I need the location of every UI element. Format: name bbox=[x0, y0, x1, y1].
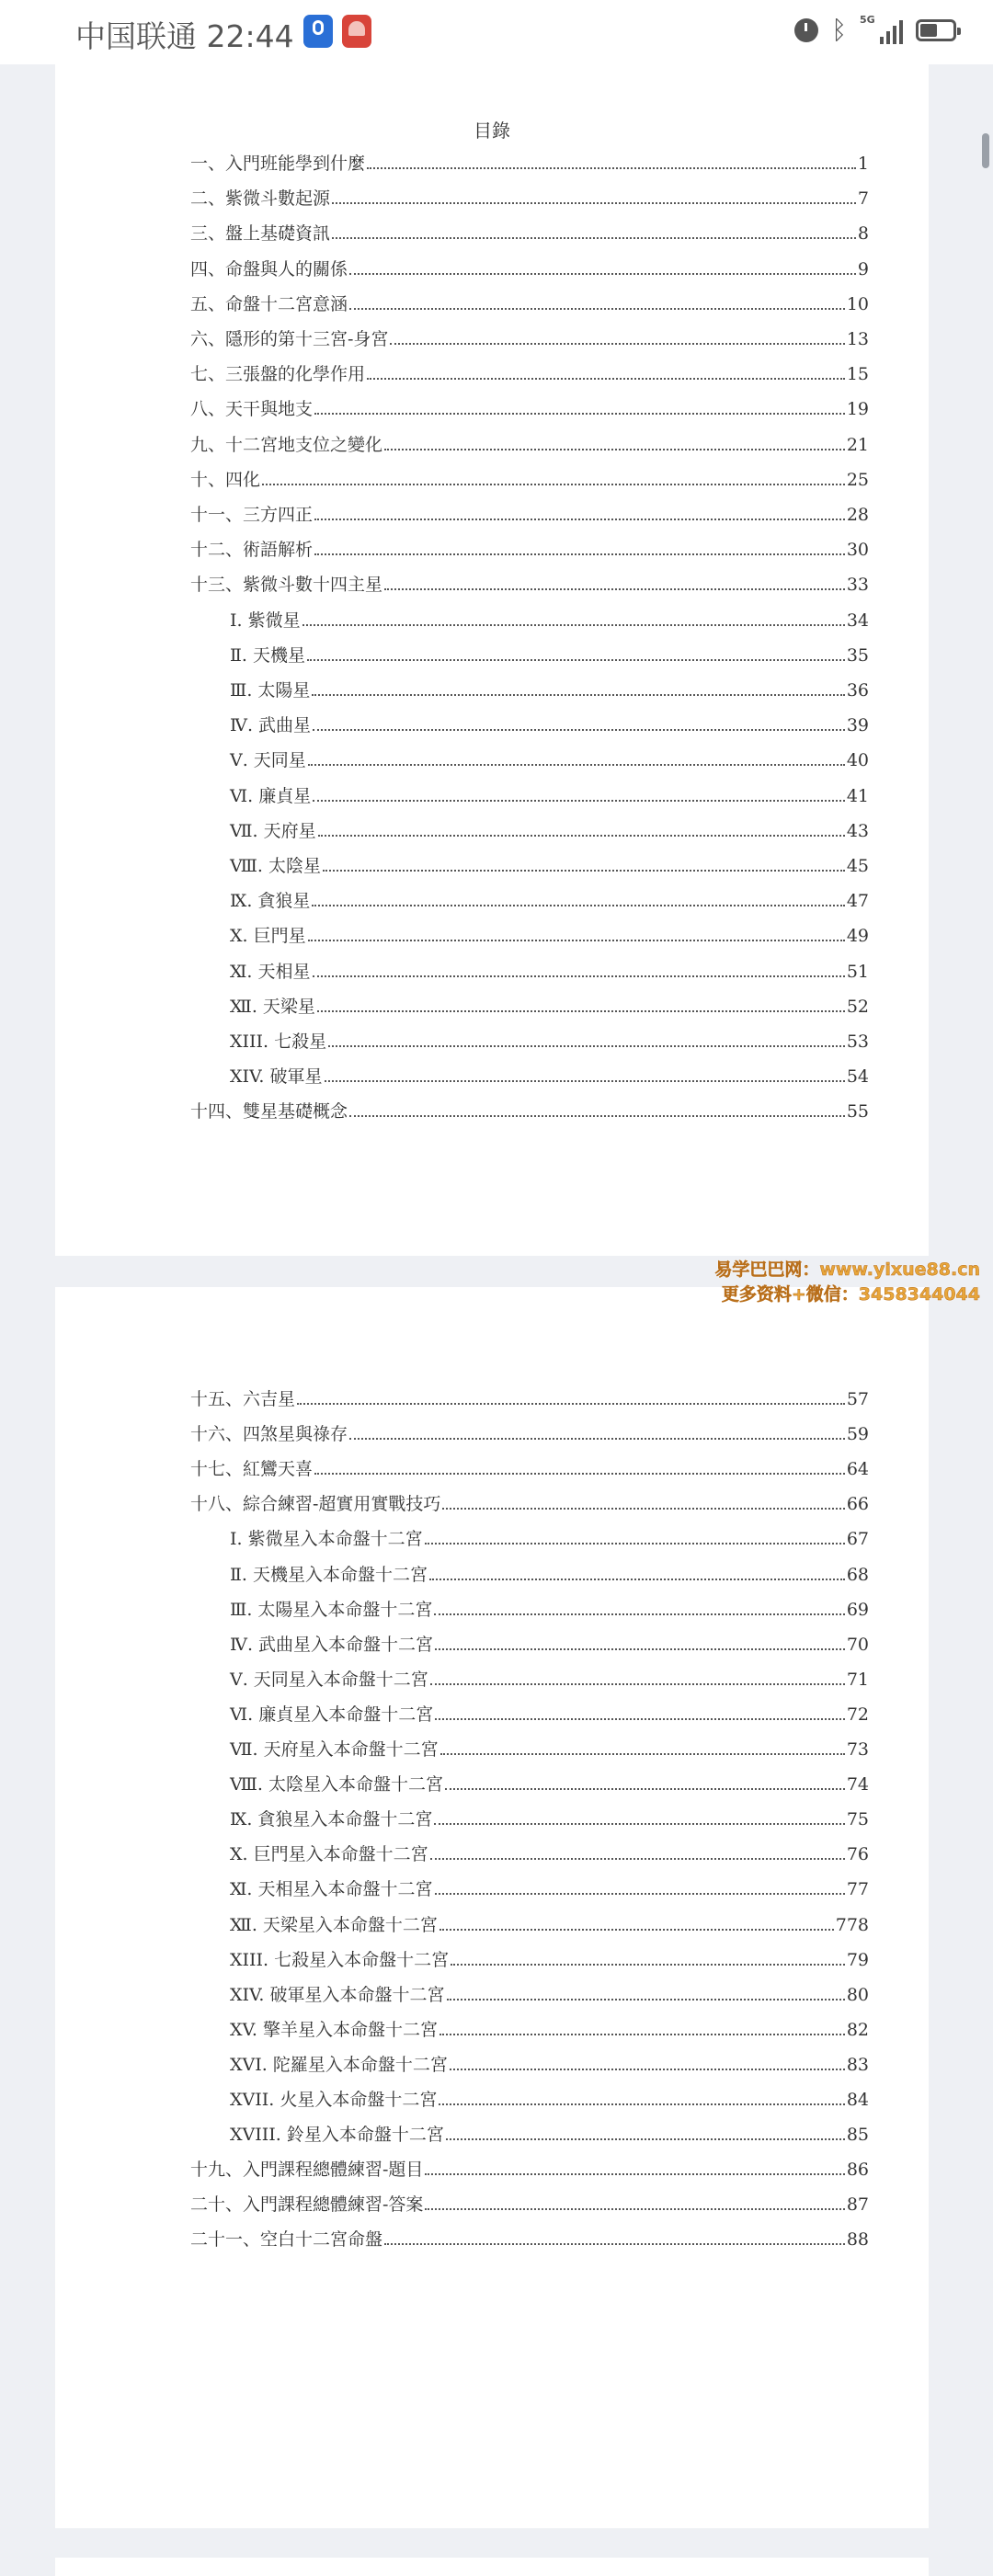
toc-page-number: 69 bbox=[846, 1599, 869, 1620]
toc-page-number: 86 bbox=[846, 2160, 869, 2181]
toc-page-number: 36 bbox=[846, 680, 869, 701]
toc-entry-label: 一、入門班能學到什麼 bbox=[190, 154, 366, 174]
dot-leader bbox=[439, 1929, 834, 1931]
toc-entry[interactable] bbox=[190, 1095, 869, 1123]
toc-page-number: 87 bbox=[846, 2194, 869, 2216]
toc-entry[interactable] bbox=[190, 2188, 869, 2216]
toc-page-number: 75 bbox=[846, 1809, 869, 1830]
toc-page-number: 80 bbox=[846, 1984, 869, 2005]
toc-entry[interactable] bbox=[230, 674, 869, 701]
toc-entry[interactable] bbox=[230, 2013, 869, 2041]
dot-leader bbox=[325, 1080, 845, 1082]
toc-entry[interactable] bbox=[230, 1558, 869, 1586]
dot-leader bbox=[314, 413, 845, 415]
toc-page-number: 84 bbox=[846, 2090, 869, 2110]
dot-leader bbox=[435, 1718, 845, 1720]
toc-entry-label: 四、命盤與人的關係 bbox=[190, 258, 348, 279]
toc-entry[interactable] bbox=[190, 498, 869, 526]
toc-page-number: 51 bbox=[846, 961, 869, 982]
toc-entry-label: XV. 擎羊星入本命盤十二宮 bbox=[230, 2019, 439, 2040]
toc-entry[interactable] bbox=[230, 1803, 869, 1830]
toc-title: 目錄 bbox=[474, 120, 510, 142]
toc-page-number: 47 bbox=[846, 891, 869, 912]
dot-leader bbox=[384, 449, 845, 450]
dot-leader bbox=[430, 1683, 845, 1685]
toc-entry-label: 二、紫微斗數起源 bbox=[190, 188, 331, 210]
toc-page-number: 25 bbox=[846, 469, 869, 490]
bluetooth-icon: ᛒ bbox=[831, 15, 847, 45]
toc-entry-label: Ⅳ. 武曲星入本命盤十二宮 bbox=[230, 1634, 434, 1655]
toc-entry[interactable] bbox=[190, 463, 869, 491]
dot-leader bbox=[349, 1115, 845, 1117]
toc-entry-label: 十七、紅鸞天喜 bbox=[190, 1459, 314, 1480]
dot-leader bbox=[434, 1823, 844, 1825]
toc-entry[interactable] bbox=[190, 1383, 869, 1410]
battery-icon bbox=[916, 19, 956, 41]
dot-leader bbox=[442, 1508, 844, 1510]
toc-page-number: 39 bbox=[846, 715, 869, 736]
toc-page-number: 68 bbox=[846, 1564, 869, 1585]
toc-entry[interactable] bbox=[230, 849, 869, 877]
dot-leader bbox=[425, 1543, 845, 1544]
watermark-line: 易学巴巴网：www.yixue88.cn bbox=[714, 1260, 980, 1280]
dot-leader bbox=[314, 519, 845, 520]
toc-entry-label: 八、天干與地支 bbox=[190, 399, 314, 420]
document-page-3 bbox=[55, 2558, 929, 2576]
toc-page-number: 82 bbox=[846, 2019, 869, 2040]
toc-page-number: 85 bbox=[846, 2125, 869, 2146]
toc-entry-label: 六、隱形的第十三宮-身宮 bbox=[190, 329, 389, 349]
toc-entry[interactable] bbox=[190, 393, 869, 420]
toc-page-number: 1 bbox=[857, 154, 869, 174]
toc-page-number: 70 bbox=[846, 1634, 869, 1655]
toc-entry-label: Ⅸ. 貪狼星 bbox=[230, 891, 311, 912]
toc-entry[interactable] bbox=[190, 1418, 869, 1445]
alarm-icon bbox=[794, 18, 818, 42]
toc-entry-label: Ⅴ. 天同星 bbox=[230, 750, 306, 771]
toc-entry-label: 三、盤上基礎資訊 bbox=[190, 223, 331, 245]
toc-page-number: 64 bbox=[846, 1459, 869, 1480]
toc-entry[interactable] bbox=[190, 2223, 869, 2251]
toc-entry-label: 十、四化 bbox=[190, 469, 261, 490]
dot-leader bbox=[434, 1613, 844, 1615]
dot-leader bbox=[308, 940, 845, 941]
toc-entry[interactable] bbox=[230, 1628, 869, 1656]
toc-page-number: 45 bbox=[846, 856, 869, 876]
toc-entry[interactable] bbox=[230, 2118, 869, 2146]
status-bar bbox=[0, 0, 993, 64]
toc-entry[interactable] bbox=[230, 1593, 869, 1621]
toc-entry-label: XIII. 七殺星 bbox=[230, 1032, 327, 1052]
toc-entry[interactable] bbox=[230, 1025, 869, 1053]
toc-page-number: 34 bbox=[846, 610, 869, 631]
toc-page-number: 49 bbox=[846, 926, 869, 947]
toc-entry-label: Ⅲ. 太陽星入本命盤十二宮 bbox=[230, 1599, 433, 1620]
toc-page-number: 66 bbox=[846, 1494, 869, 1515]
dot-leader bbox=[447, 1999, 845, 2000]
toc-entry[interactable] bbox=[230, 1698, 869, 1726]
dot-leader bbox=[430, 1858, 845, 1860]
dot-leader bbox=[312, 694, 844, 696]
toc-page-number: 53 bbox=[846, 1032, 869, 1052]
app-notification-icon bbox=[342, 15, 371, 48]
toc-entry-label: Ⅷ. 太陰星 bbox=[230, 856, 322, 876]
dot-leader bbox=[450, 2069, 845, 2070]
dot-leader bbox=[439, 2103, 844, 2105]
toc-entry[interactable] bbox=[190, 253, 869, 280]
toc-entry[interactable] bbox=[190, 1453, 869, 1480]
dot-leader bbox=[439, 2034, 845, 2035]
dot-leader bbox=[313, 975, 845, 977]
toc-entry[interactable] bbox=[230, 639, 869, 667]
toc-entry[interactable] bbox=[230, 1873, 869, 1900]
toc-page-number: 41 bbox=[846, 785, 869, 806]
dot-leader bbox=[312, 905, 844, 906]
scrollbar-thumb[interactable] bbox=[982, 133, 989, 168]
toc-entry-label: XVI. 陀羅星入本命盤十二宮 bbox=[230, 2054, 448, 2075]
toc-entry-label: 十五、六吉星 bbox=[190, 1389, 296, 1409]
toc-entry[interactable] bbox=[230, 1768, 869, 1795]
dot-leader bbox=[317, 1010, 845, 1012]
toc-entry[interactable] bbox=[230, 2048, 869, 2076]
toc-entry[interactable] bbox=[190, 428, 869, 456]
dot-leader bbox=[328, 1045, 845, 1047]
dot-leader bbox=[435, 1648, 845, 1650]
toc-page-number: 15 bbox=[846, 364, 869, 385]
toc-entry[interactable] bbox=[190, 217, 869, 245]
toc-page-number: 54 bbox=[846, 1066, 869, 1088]
toc-entry-label: 十八、綜合練習-超實用實戰技巧 bbox=[190, 1494, 441, 1515]
app-notification-icon bbox=[303, 15, 333, 48]
toc-entry[interactable] bbox=[230, 604, 869, 632]
toc-entry[interactable] bbox=[230, 990, 869, 1018]
toc-page-number: 13 bbox=[846, 329, 869, 349]
signal-icon bbox=[860, 13, 903, 44]
dot-leader bbox=[318, 835, 845, 837]
toc-entry[interactable] bbox=[230, 1909, 869, 1936]
toc-entry[interactable] bbox=[230, 744, 869, 771]
toc-entry-label: XVIII. 鈴星入本命盤十二宮 bbox=[230, 2125, 444, 2146]
dot-leader bbox=[384, 2243, 845, 2245]
toc-entry-label: 十一、三方四正 bbox=[190, 505, 314, 525]
toc-entry-label: Ⅹ. 巨門星 bbox=[230, 926, 306, 947]
toc-entry-label: Ⅱ. 天機星 bbox=[230, 644, 305, 666]
toc-page-number: 19 bbox=[846, 399, 869, 420]
dot-leader bbox=[314, 1473, 845, 1475]
dot-leader bbox=[349, 1438, 845, 1440]
toc-page-number: 35 bbox=[846, 644, 869, 666]
toc-entry[interactable] bbox=[230, 1663, 869, 1691]
dot-leader bbox=[425, 2173, 844, 2175]
watermark-line: 更多资料+微信：3458344044 bbox=[721, 1284, 980, 1305]
toc-entry-label: Ⅻ. 天梁星入本命盤十二宮 bbox=[230, 1914, 438, 1935]
toc-entry-label: 十三、紫微斗數十四主星 bbox=[190, 575, 383, 596]
toc-page-number: 30 bbox=[846, 540, 869, 561]
toc-entry-label: 十二、術語解析 bbox=[190, 540, 314, 561]
toc-page-number: 28 bbox=[846, 505, 869, 525]
toc-page-number: 76 bbox=[846, 1844, 869, 1865]
toc-entry[interactable] bbox=[190, 1487, 869, 1515]
dot-leader bbox=[313, 729, 845, 731]
dot-leader bbox=[308, 764, 845, 766]
toc-page-number: 72 bbox=[846, 1704, 869, 1725]
toc-page-number: 33 bbox=[846, 575, 869, 596]
toc-entry[interactable] bbox=[230, 1060, 869, 1088]
dot-leader bbox=[425, 2208, 844, 2210]
toc-entry-label: 十六、四煞星與祿存 bbox=[190, 1424, 348, 1445]
toc-entry-label: Ⅴ. 天同星入本命盤十二宮 bbox=[230, 1669, 428, 1690]
toc-entry[interactable] bbox=[190, 358, 869, 385]
toc-entry-label: 五、命盤十二宮意涵 bbox=[190, 293, 348, 314]
toc-entry-label: XIII. 七殺星入本命盤十二宮 bbox=[230, 1949, 450, 1970]
toc-page-number: 74 bbox=[846, 1774, 869, 1795]
toc-page-number: 9 bbox=[857, 258, 869, 279]
toc-entry-label: Ⅱ. 天機星入本命盤十二宮 bbox=[230, 1564, 428, 1585]
dot-leader bbox=[262, 484, 845, 485]
toc-page-number: 52 bbox=[846, 996, 869, 1017]
carrier-label: 中国联通 bbox=[75, 18, 197, 54]
clock: 22:44 bbox=[206, 18, 294, 54]
toc-entry[interactable] bbox=[230, 2083, 869, 2111]
toc-entry[interactable] bbox=[230, 815, 869, 842]
toc-entry[interactable] bbox=[190, 2153, 869, 2181]
toc-entry-label: XIV. 破軍星 bbox=[230, 1066, 323, 1088]
toc-page-number: 7 bbox=[857, 188, 869, 210]
toc-page-number: 778 bbox=[835, 1914, 869, 1935]
toc-entry[interactable] bbox=[230, 1943, 869, 1971]
toc-entry[interactable] bbox=[230, 1838, 869, 1865]
toc-entry-label: Ⅶ. 天府星 bbox=[230, 820, 316, 841]
toc-entry-label: Ⅶ. 天府星入本命盤十二宮 bbox=[230, 1739, 439, 1760]
toc-entry-label: 九、十二宮地支位之變化 bbox=[190, 434, 383, 455]
toc-page-number: 77 bbox=[846, 1879, 869, 1900]
toc-entry[interactable] bbox=[230, 1522, 869, 1550]
toc-page-number: 43 bbox=[846, 820, 869, 841]
toc-entry-label: Ⅺ. 天相星入本命盤十二宮 bbox=[230, 1879, 433, 1900]
toc-entry[interactable] bbox=[190, 288, 869, 315]
toc-page-number: 10 bbox=[846, 293, 869, 314]
toc-page-number: 21 bbox=[846, 434, 869, 455]
dot-leader bbox=[349, 273, 856, 275]
toc-entry-label: Ⅺ. 天相星 bbox=[230, 961, 311, 982]
toc-entry[interactable] bbox=[230, 780, 869, 807]
toc-page-number: 59 bbox=[846, 1424, 869, 1445]
toc-page-number: 88 bbox=[846, 2229, 869, 2251]
dot-leader bbox=[349, 308, 845, 310]
toc-entry-label: Ⅰ. 紫微星入本命盤十二宮 bbox=[230, 1529, 423, 1550]
toc-entry[interactable] bbox=[230, 955, 869, 983]
dot-leader bbox=[384, 588, 845, 590]
toc-entry-label: 二十、入門課程總體練習-答案 bbox=[190, 2194, 424, 2216]
toc-entry[interactable] bbox=[230, 1978, 869, 2006]
dot-leader bbox=[332, 237, 856, 239]
toc-page-number: 40 bbox=[846, 750, 869, 771]
toc-entry[interactable] bbox=[230, 919, 869, 947]
toc-entry-label: Ⅵ. 廉貞星入本命盤十二宮 bbox=[230, 1704, 434, 1725]
toc-entry-label: 十九、入門課程總體練習-題目 bbox=[190, 2160, 424, 2181]
toc-entry-label: Ⅲ. 太陽星 bbox=[230, 680, 311, 701]
toc-entry-label: Ⅻ. 天梁星 bbox=[230, 996, 315, 1017]
toc-page-number: 83 bbox=[846, 2054, 869, 2075]
toc-page-number: 8 bbox=[857, 223, 869, 245]
toc-entry-label: Ⅳ. 武曲星 bbox=[230, 715, 312, 736]
carrier-time bbox=[75, 13, 294, 56]
toc-page-number: 71 bbox=[846, 1669, 869, 1690]
toc-entry[interactable] bbox=[230, 1733, 869, 1761]
toc-entry-label: Ⅵ. 廉貞星 bbox=[230, 785, 312, 806]
dot-leader bbox=[314, 553, 845, 555]
dot-leader bbox=[435, 1893, 845, 1895]
dot-leader bbox=[445, 1788, 845, 1790]
toc-entry[interactable] bbox=[230, 884, 869, 912]
toc-entry[interactable] bbox=[190, 568, 869, 596]
dot-leader bbox=[390, 343, 844, 345]
dot-leader bbox=[307, 659, 845, 661]
toc-entry-label: XIV. 破軍星入本命盤十二宮 bbox=[230, 1984, 445, 2005]
toc-entry[interactable] bbox=[190, 182, 869, 210]
toc-entry-label: Ⅰ. 紫微星 bbox=[230, 610, 301, 631]
toc-entry[interactable] bbox=[190, 533, 869, 561]
dot-leader bbox=[323, 870, 845, 872]
dot-leader bbox=[429, 1579, 845, 1580]
toc-entry-label: 二十一、空白十二宮命盤 bbox=[190, 2229, 383, 2251]
dot-leader bbox=[367, 378, 845, 380]
network-type-label: 5G bbox=[860, 13, 875, 26]
dot-leader bbox=[367, 167, 856, 169]
dot-leader bbox=[451, 1964, 845, 1966]
document-page-2 bbox=[55, 1287, 929, 2528]
toc-entry[interactable] bbox=[190, 147, 869, 175]
dot-leader bbox=[446, 2138, 845, 2140]
dot-leader bbox=[313, 800, 845, 802]
toc-entry[interactable] bbox=[230, 709, 869, 736]
toc-page-number: 55 bbox=[846, 1101, 869, 1123]
toc-entry-label: XVII. 火星入本命盤十二宮 bbox=[230, 2090, 438, 2110]
toc-entry-label: Ⅹ. 巨門星入本命盤十二宮 bbox=[230, 1844, 428, 1865]
toc-page-number: 57 bbox=[846, 1389, 869, 1409]
document-page-1 bbox=[55, 64, 929, 1256]
dot-leader bbox=[302, 624, 845, 626]
toc-entry-label: 十四、雙星基礎概念 bbox=[190, 1101, 348, 1123]
toc-entry-label: 七、三張盤的化學作用 bbox=[190, 364, 366, 385]
dot-leader bbox=[297, 1403, 845, 1405]
toc-page-number: 79 bbox=[846, 1949, 869, 1970]
toc-page-number: 67 bbox=[846, 1529, 869, 1550]
toc-entry[interactable] bbox=[190, 323, 869, 350]
toc-page-number: 73 bbox=[846, 1739, 869, 1760]
toc-entry-label: Ⅸ. 貪狼星入本命盤十二宮 bbox=[230, 1809, 433, 1830]
dot-leader bbox=[440, 1753, 845, 1755]
toc-entry-label: Ⅷ. 太陰星入本命盤十二宮 bbox=[230, 1774, 444, 1795]
dot-leader bbox=[332, 202, 856, 204]
